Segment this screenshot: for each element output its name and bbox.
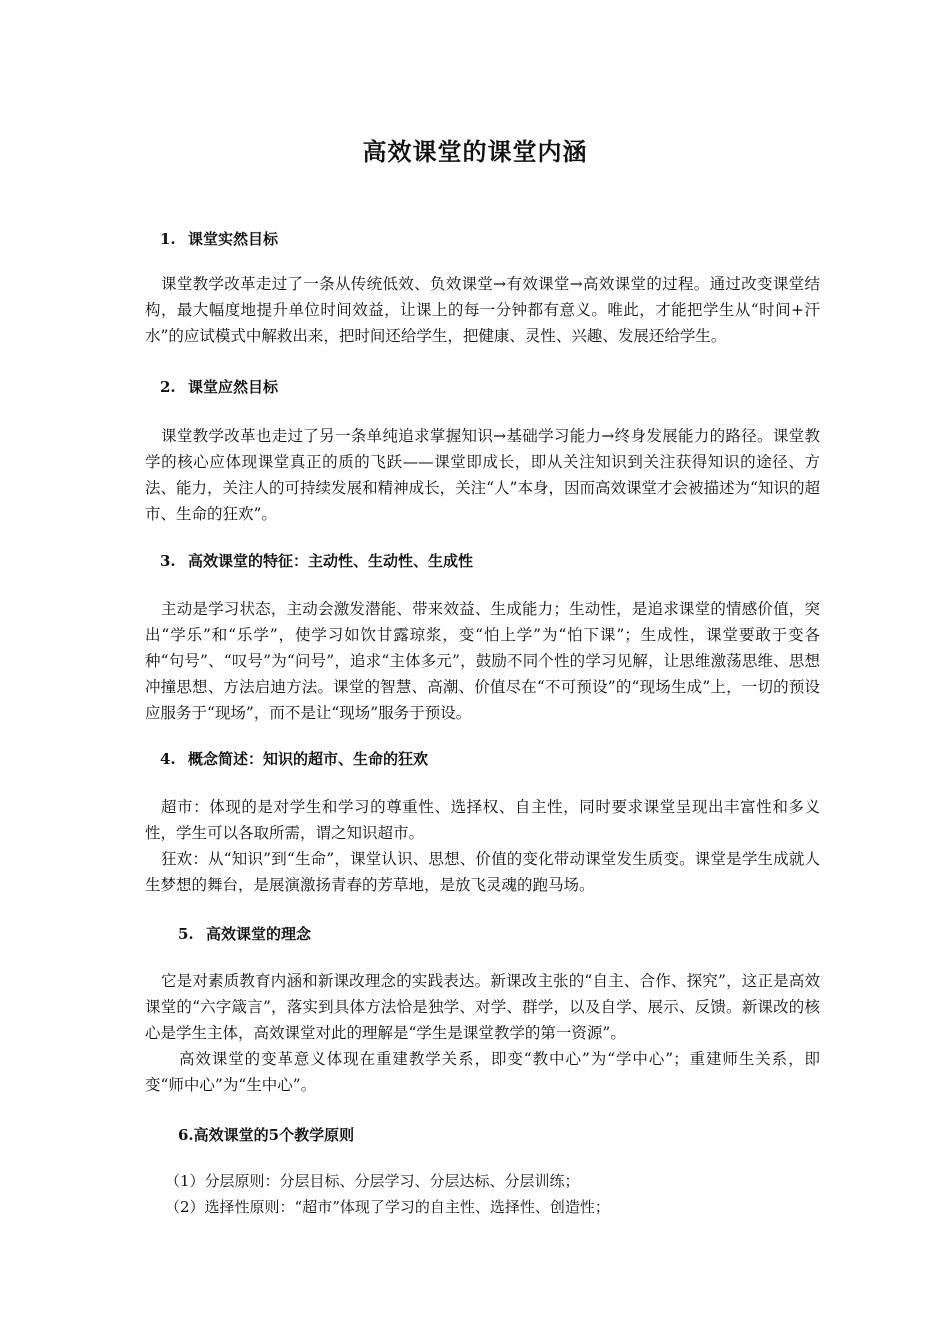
section-3-body [145, 596, 820, 726]
section-title: 高效课堂的特征：主动性、生动性、生成性 [188, 552, 474, 570]
paragraph: 狂欢：从“知识”到“生命”，课堂认识、思想、价值的变化带动课堂发生质变。课堂是学生成就人生梦想的舞台，是展演激扬青春的芳草地，是放飞灵魂的跑马场。 [145, 850, 820, 894]
section-5-body [145, 968, 820, 1098]
section-4-body [145, 794, 820, 898]
paragraph: 课堂教学改革也走过了另一条单纯追求掌握知识→基础学习能力→终身发展能力的路径。课堂教学的核心应体现课堂真正的质的飞跃——课堂即成长，即从关注知识到关注获得知识的途径、方法、能力，关注人的可持续发展和精神成长，关注“人”本身，因而高效课堂才会被描述为“知识的超市、生命的狂欢”。 [145, 427, 820, 523]
paragraph: 超市：体现的是对学生和学习的尊重性、选择权、自主性，同时要求课堂呈现出丰富性和多义性，学生可以各取所需，谓之知识超市。 [145, 798, 820, 842]
section-number: 4. [160, 750, 176, 768]
section-number: 6. [178, 1126, 194, 1144]
paragraph: 课堂教学改革走过了一条从传统低效、负效课堂→有效课堂→高效课堂的过程。通过改变课堂结构，最大幅度地提升单位时间效益，让课上的每一分钟都有意义。唯此，才能把学生从“时间+汗水”的应试模式中解救出来，把时间还给学生，把健康、灵性、兴趣、发展还给学生。 [145, 275, 820, 345]
section-number: 5. [178, 925, 194, 943]
principle-item-2: （2）选择性原则：“超市”体现了学习的自主性、选择性、创造性； [165, 1198, 610, 1216]
section-number: 2. [160, 378, 176, 396]
paragraph: 高效课堂的变革意义体现在重建教学关系，即变“教中心”为“学中心”；重建师生关系，即变“师中心”为“生中心”。 [145, 1050, 820, 1094]
section-1-body [145, 271, 820, 349]
section-number: 1. [160, 230, 176, 248]
document-title: 高效课堂的课堂内涵 [362, 137, 588, 166]
section-number: 3. [160, 552, 176, 570]
section-6-heading [178, 1124, 354, 1145]
principle-item-1: （1）分层原则：分层目标、分层学习、分层达标、分层训练； [165, 1172, 580, 1190]
section-title: 高效课堂的5个教学原则 [193, 1126, 355, 1144]
section-5-heading [178, 923, 311, 944]
section-4-heading [160, 748, 428, 769]
paragraph: 主动是学习状态，主动会激发潜能、带来效益、生成能力；生动性，是追求课堂的情感价值，突出“学乐”和“乐学”，使学习如饮甘露琼浆，变“怕上学”为“怕下课”；生成性，课堂要敢于变各种“句号”、“叹号”为“问号”，追求“主体多元”，鼓励不同个性的学习见解，让思维激荡思维、思想冲撞思想、方法启迪方法。课堂的智慧、高潮、价值尽在“不可预设”的“现场生成”上，一切的预设应服务于“现场”，而不是让“现场”服务于预设。 [145, 600, 820, 722]
section-3-heading [160, 550, 473, 571]
paragraph: 它是对素质教育内涵和新课改理念的实践表达。新课改主张的“自主、合作、探究”，这正是高效课堂的“六字箴言”，落实到具体方法恰是独学、对学、群学，以及自学、展示、反馈。新课改的核心是学生主体，高效课堂对此的理解是“学生是课堂教学的第一资源”。 [145, 972, 820, 1042]
section-2-body [145, 423, 820, 527]
section-title: 课堂实然目标 [188, 230, 279, 248]
section-title: 高效课堂的理念 [206, 925, 312, 943]
section-2-heading [160, 376, 278, 397]
section-title: 课堂应然目标 [188, 378, 279, 396]
section-title: 概念简述：知识的超市、生命的狂欢 [188, 750, 429, 768]
section-1-heading [160, 228, 278, 249]
